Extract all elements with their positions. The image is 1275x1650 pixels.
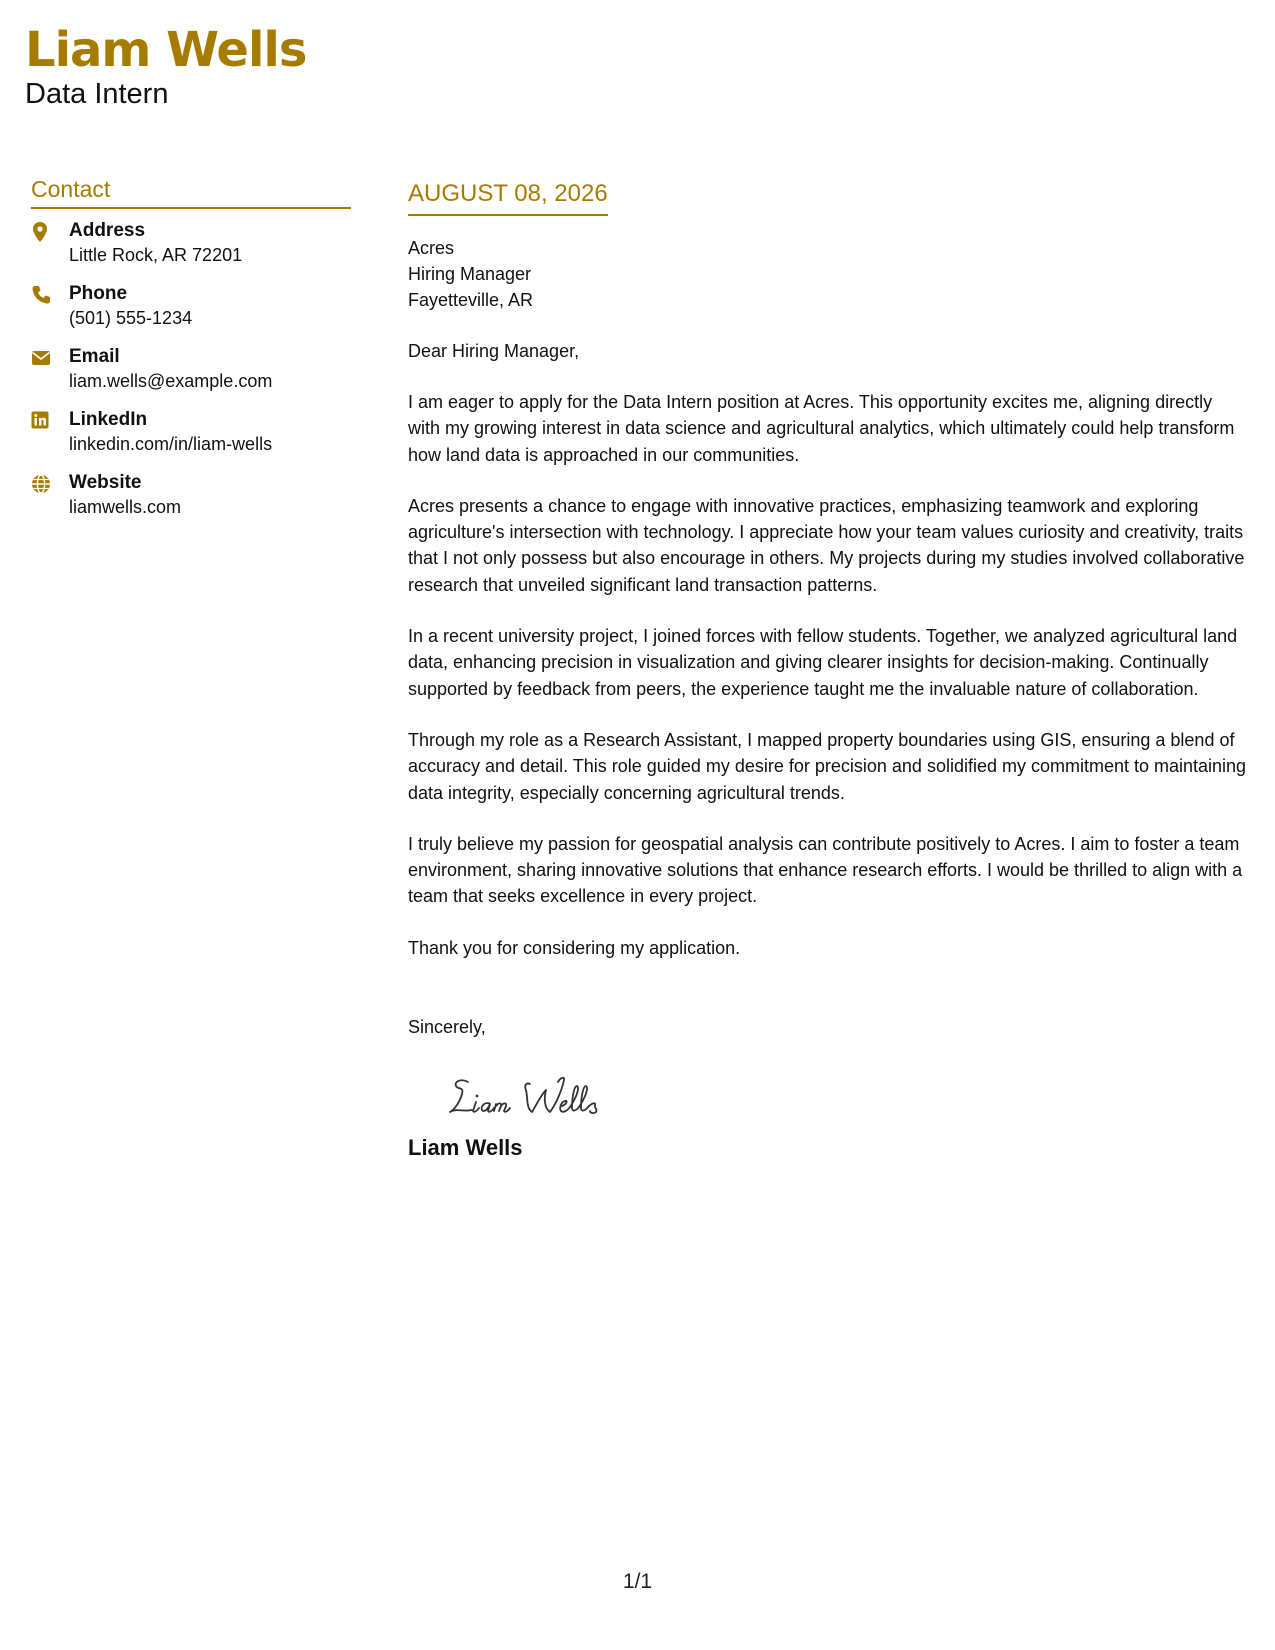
- handwritten-signature: [446, 1068, 1248, 1124]
- contact-label: Phone: [69, 283, 128, 304]
- body-paragraph: Through my role as a Research Assistant, I mapped property boundaries using GIS, ensuring a blend of accuracy and detail. This role guided my desire for precision and solidified my commitment to maintaining data integrity, especially concerning agricultural trends.: [408, 729, 1247, 803]
- letter-body: [408, 178, 1248, 1162]
- salutation: Dear Hiring Manager,: [408, 341, 580, 361]
- contact-section-title: Contact: [31, 176, 351, 209]
- recipient-location: Fayetteville, AR: [408, 290, 534, 310]
- body-paragraph: I truly believe my passion for geospatial analysis can contribute positively to Acres. I aim to foster a team environment, sharing innovative solutions that enhance research efforts. I would be thrilled to align with a team that seeks excellence in every project.: [408, 833, 1243, 907]
- contact-item-phone: [31, 282, 351, 345]
- recipient-title: Hiring Manager: [408, 264, 532, 284]
- recipient-block: [408, 235, 1248, 313]
- contact-item-linkedin: [31, 408, 351, 471]
- globe-icon: [31, 471, 69, 494]
- linkedin-icon: [31, 408, 69, 429]
- contact-label: Email: [69, 346, 120, 367]
- closing: Sincerely,: [408, 1017, 486, 1038]
- map-pin-icon: [31, 219, 69, 242]
- body-paragraph: I am eager to apply for the Data Intern position at Acres. This opportunity excites me, aligning directly with my growing interest in data science and agricultural analytics, which ultimately could help transform how land data is approached in our communities.: [408, 392, 1235, 465]
- contact-value: Little Rock, AR 72201: [69, 245, 243, 265]
- recipient-company: Acres: [408, 238, 455, 258]
- envelope-icon: [31, 345, 69, 366]
- contact-list: [31, 219, 351, 534]
- contact-value: liamwells.com: [69, 497, 182, 517]
- applicant-name: Liam Wells: [25, 22, 307, 78]
- phone-icon: [31, 282, 69, 305]
- signer-name: Liam Wells: [408, 1135, 523, 1161]
- contact-label: Address: [69, 220, 146, 241]
- contact-item-website: [31, 471, 351, 534]
- letter-header: [25, 22, 307, 110]
- contact-item-email: [31, 345, 351, 408]
- body-paragraph: Acres presents a chance to engage with innovative practices, emphasizing teamwork and exploring agriculture's intersection with technology. I appreciate how your team values curiosity and creativity, traits that I not only possess but also encourage in others. My projects during my studies involved collaborative research that unveiled significant land transaction patterns.: [408, 495, 1245, 595]
- letter-date: AUGUST 08, 2026: [408, 180, 608, 207]
- date-block: [408, 178, 608, 216]
- contact-value: (501) 555-1234: [69, 308, 193, 328]
- contact-label: Website: [69, 472, 142, 493]
- contact-value: linkedin.com/in/liam-wells: [69, 434, 273, 454]
- body-paragraph: In a recent university project, I joined forces with fellow students. Together, we analyzed agricultural land data, enhancing precision in visualization and giving clearer insights for decision-making. Continually supported by feedback from peers, the experience taught me the invaluable nature of collaboration.: [408, 626, 1238, 699]
- applicant-title: Data Intern: [25, 78, 169, 110]
- contact-label: LinkedIn: [69, 409, 148, 430]
- contact-sidebar: [31, 176, 351, 534]
- contact-value: liam.wells@example.com: [69, 371, 273, 391]
- page-number: 1/1: [622, 1570, 653, 1593]
- contact-item-address: [31, 219, 351, 282]
- body-paragraph: Thank you for considering my application.: [408, 937, 741, 958]
